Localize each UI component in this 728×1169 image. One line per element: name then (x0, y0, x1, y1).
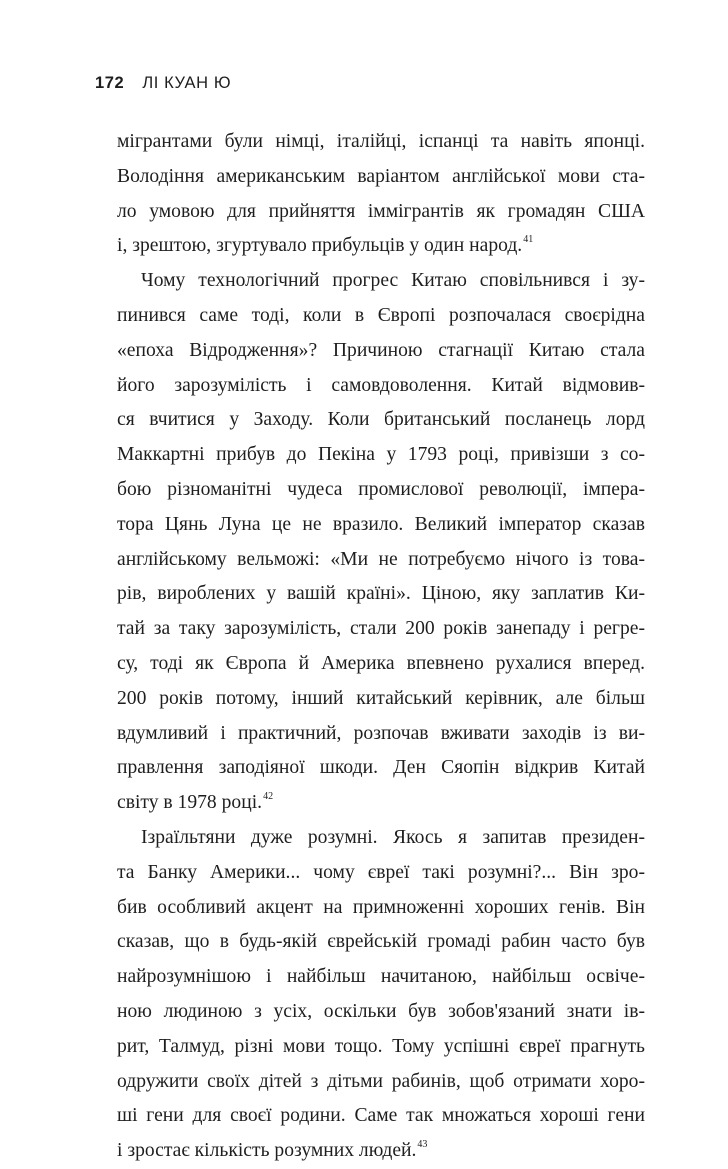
line-text: тай за таку зарозумілість, стали 200 років занепаду і регре- (117, 618, 645, 640)
line-text: Маккартні прибув до Пекіна у 1793 році, привізши з со- (117, 444, 645, 466)
line-text: англійському вельможі: «Ми не потребуємо нічого із това- (117, 548, 645, 570)
line-text: тора Цянь Луна це не вразило. Великий імператор сказав (117, 513, 645, 535)
text-line (117, 403, 645, 438)
text-line (117, 786, 645, 821)
text-line (117, 160, 645, 195)
running-header (95, 74, 231, 96)
text-line (117, 717, 645, 752)
line-text: правлення заподіяної шкоди. Ден Сяопін відкрив Китай (117, 757, 645, 779)
line-text: Чому технологічний прогрес Китаю сповільнився і зу- (141, 270, 645, 292)
line-text: вдумливий і практичний, розпочав вживати заходів із ви- (117, 722, 645, 744)
line-text: найрозумнішою і найбільш начитаною, найбільш освіче- (117, 966, 645, 988)
text-line (117, 334, 645, 369)
text-line (117, 229, 645, 264)
line-text: ші гени для своєї родини. Саме так множаться хороші гени (117, 1105, 645, 1127)
text-line (117, 821, 645, 856)
text-line (117, 543, 645, 578)
text-line (117, 264, 645, 299)
text-line (117, 1030, 645, 1065)
line-text: бою різноманітні чудеса промислової революції, імпера- (117, 478, 645, 500)
text-line (117, 891, 645, 926)
text-line (117, 1099, 645, 1134)
text-line (117, 195, 645, 230)
text-line (117, 299, 645, 334)
footnote-ref: 41 (523, 234, 534, 246)
line-text: пинився саме тоді, коли в Європі розпочалася своєрідна (117, 304, 645, 326)
text-line (117, 995, 645, 1030)
line-text: 200 років потому, інший китайський керівник, але більш (117, 687, 645, 709)
footnote-ref: 43 (417, 1139, 428, 1151)
text-line (117, 682, 645, 717)
text-line (117, 1134, 645, 1169)
text-line (117, 612, 645, 647)
text-line (117, 1065, 645, 1100)
page-number: 172 (95, 74, 125, 92)
text-line (117, 473, 645, 508)
line-text: одружити своїх дітей з дітьми рабинів, щоб отримати хоро- (117, 1070, 645, 1092)
body-text (117, 125, 645, 1169)
text-line (117, 508, 645, 543)
line-text: його зарозумілість і самовдоволення. Китай відмовив- (117, 374, 645, 396)
line-text: бив особливий акцент на примноженні хороших генів. Він (117, 896, 645, 918)
line-text: світу в 1978 році. (117, 792, 263, 814)
line-text: сказав, що в будь-якій єврейській громаді рабин часто був (117, 931, 645, 953)
line-text: рит, Талмуд, різні мови тощо. Тому успішні євреї прагнуть (117, 1035, 645, 1057)
line-text: ло умовою для прийняття іммігрантів як громадян США (117, 200, 645, 222)
line-text: «епоха Відродження»? Причиною стагнації Китаю стала (117, 339, 645, 361)
line-text: і зростає кількість розумних людей. (117, 1140, 417, 1162)
line-text: ною людиною з усіх, оскільки був зобов'язаний знати ів- (117, 1000, 645, 1022)
line-text: рів, вироблених у вашій країні». Ціною, яку заплатив Ки- (117, 583, 645, 605)
running-title: ЛІ КУАН Ю (142, 74, 232, 92)
line-text: Ізраїльтяни дуже розумні. Якось я запитав президен- (141, 826, 645, 848)
text-line (117, 647, 645, 682)
text-line (117, 960, 645, 995)
paragraph-2 (117, 264, 645, 821)
text-line (117, 577, 645, 612)
text-line (117, 751, 645, 786)
text-line (117, 369, 645, 404)
line-text: ся вчитися у Заходу. Коли британський посланець лорд (117, 409, 645, 431)
paragraph-3 (117, 821, 645, 1169)
paragraph-1 (117, 125, 645, 264)
line-text: і, зрештою, згуртувало прибульців у один народ. (117, 235, 523, 257)
line-text: су, тоді як Європа й Америка впевнено рухалися вперед. (117, 652, 645, 674)
line-text: Володіння американським варіантом англійської мови ста- (117, 165, 645, 187)
line-text: та Банку Америки... чому євреї такі розумні?... Він зро- (117, 861, 645, 883)
text-line (117, 438, 645, 473)
text-line (117, 925, 645, 960)
text-line (117, 856, 645, 891)
line-text: мігрантами були німці, італійці, іспанці та навіть японці. (117, 131, 645, 152)
footnote-ref: 42 (263, 791, 274, 803)
text-line (117, 125, 645, 160)
